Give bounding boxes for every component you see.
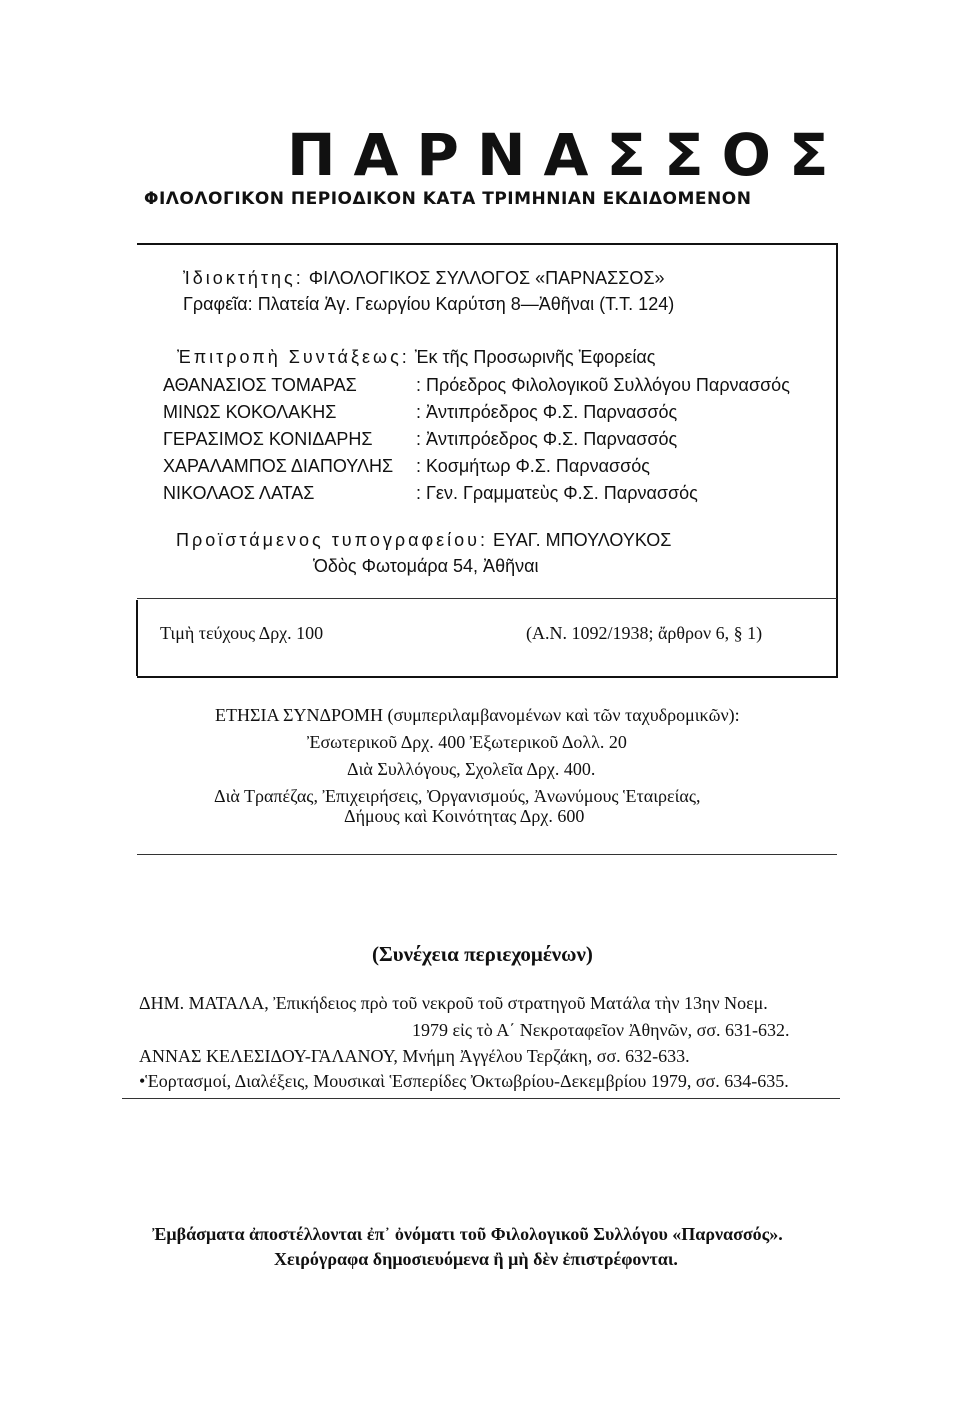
subscription-societies: Διὰ Συλλόγους, Σχολεῖα Δρχ. 400. <box>347 759 596 779</box>
footer-divider <box>122 1098 840 1099</box>
price-divider <box>137 598 837 599</box>
box-top-rule <box>137 243 837 245</box>
printer-address: Ὁδὸς Φωτομάρα 54, Ἀθῆναι <box>313 556 539 576</box>
committee-member-name: ΜΙΝΩΣ ΚΟΚΟΛΑΚΗΣ <box>163 402 337 422</box>
box-right-rule <box>836 243 838 678</box>
committee-heading-value: Ἐκ τῆς Προσωρινῆς Ἐφορείας <box>414 347 656 367</box>
masthead-subtitle: ΦΙΛΟΛΟΓΙΚΟΝ ΠΕΡΙΟΔΙΚΟΝ ΚΑΤΑ ΤΡΙΜΗΝΙΑΝ ΕΚΔΙΔΟΜΕΝΟΝ <box>144 189 752 209</box>
subscription-municipalities: Δήμους καὶ Κοινότητας Δρχ. 600 <box>344 806 585 826</box>
box-bottom-rule <box>137 676 838 678</box>
section-divider <box>137 854 837 855</box>
owner-line <box>183 269 665 287</box>
contents-entry: ΑΝΝΑΣ ΚΕΛΕΣΙΔΟΥ-ΓΑΛΑΝΟΥ, Μνήμη Ἀγγέλου Τερζάκη, σσ. 632-633. <box>139 1046 690 1066</box>
footer-remittance-note: Ἐμβάσματα ἀποστέλλονται ἐπ᾿ ὀνόματι τοῦ Φιλολογικοῦ Συλλόγου «Παρνασσός». <box>152 1224 783 1244</box>
subscription-domestic-foreign: Ἐσωτερικοῦ Δρχ. 400 Ἐξωτερικοῦ Δολλ. 20 <box>307 732 627 752</box>
owner-value: ΦΙΛΟΛΟΓΙΚΟΣ ΣΥΛΛΟΓΟΣ «ΠΑΡΝΑΣΣΟΣ» <box>308 268 665 288</box>
law-reference: (Α.Ν. 1092/1938; ἄρθρον 6, § 1) <box>526 623 763 643</box>
committee-member-role: : Κοσμήτωρ Φ.Σ. Παρνασσός <box>416 456 650 476</box>
subscription-heading: ΕΤΗΣΙΑ ΣΥΝΔΡΟΜΗ (συμπεριλαμβανομένων καὶ τῶν ταχυδρομικῶν): <box>215 705 740 725</box>
committee-member-role: : Πρόεδρος Φιλολογικοῦ Συλλόγου Παρνασσός <box>416 375 790 395</box>
subscription-banks: Διὰ Τραπέζας, Ἐπιχειρήσεις, Ὀργανισμούς, Ἀνωνύμους Ἑταιρείας, <box>214 786 701 806</box>
printer-name: ΕΥΑΓ. ΜΠΟΥΛΟΥΚΟΣ <box>493 530 672 550</box>
offices-label: Γραφεῖα: <box>183 294 253 314</box>
committee-member-name: ΓΕΡΑΣΙΜΟΣ ΚΟΝΙΔΑΡΗΣ <box>163 429 373 449</box>
contents-heading: (Συνέχεια περιεχομένων) <box>372 942 593 966</box>
offices-value: Πλατεία Ἁγ. Γεωργίου Καρύτση 8—Ἀθῆναι (Τ.Τ. 124) <box>257 294 675 314</box>
contents-entry: •Ἑορτασμοί, Διαλέξεις, Μουσικαὶ Ἑσπερίδες Ὀκτωβρίου-Δεκεμβρίου 1979, σσ. 634-635. <box>139 1071 789 1091</box>
owner-label: Ἰδιοκτήτης: <box>183 268 304 288</box>
committee-heading <box>177 348 655 366</box>
printer-line <box>176 531 671 549</box>
printer-label: Προϊστάμενος τυπογραφείου: <box>176 530 489 550</box>
committee-member-name: ΝΙΚΟΛΑΟΣ ΛΑΤΑΣ <box>163 483 315 503</box>
committee-member-name: ΑΘΑΝΑΣΙΟΣ ΤΟΜΑΡΑΣ <box>163 375 357 395</box>
masthead-title: ΠΑΡΝΑΣΣΟΣ <box>287 121 847 189</box>
offices-line <box>183 295 674 313</box>
footer-manuscripts-note: Χειρόγραφα δημοσιευόμενα ἢ μὴ δὲν ἐπιστρέφονται. <box>274 1249 678 1269</box>
committee-member-name: ΧΑΡΑΛΑΜΠΟΣ ΔΙΑΠΟΥΛΗΣ <box>163 456 394 476</box>
issue-price: Τιμὴ τεύχους Δρχ. 100 <box>160 623 324 643</box>
box-left-rule <box>136 600 138 676</box>
committee-heading-label: Ἐπιτροπὴ Συντάξεως: <box>177 347 410 367</box>
committee-member-role: : Ἀντιπρόεδρος Φ.Σ. Παρνασσός <box>416 429 678 449</box>
committee-member-role: : Ἀντιπρόεδρος Φ.Σ. Παρνασσός <box>416 402 678 422</box>
contents-entry: 1979 εἰς τὸ Α΄ Νεκροταφεῖον Ἀθηνῶν, σσ. 631-632. <box>412 1020 790 1040</box>
committee-member-role: : Γεν. Γραμματεὺς Φ.Σ. Παρνασσός <box>416 483 698 503</box>
contents-entry: ΔΗΜ. ΜΑΤΑΛΑ, Ἐπικήδειος πρὸ τοῦ νεκροῦ τοῦ στρατηγοῦ Ματάλα τὴν 13ην Νοεμ. <box>139 993 768 1013</box>
